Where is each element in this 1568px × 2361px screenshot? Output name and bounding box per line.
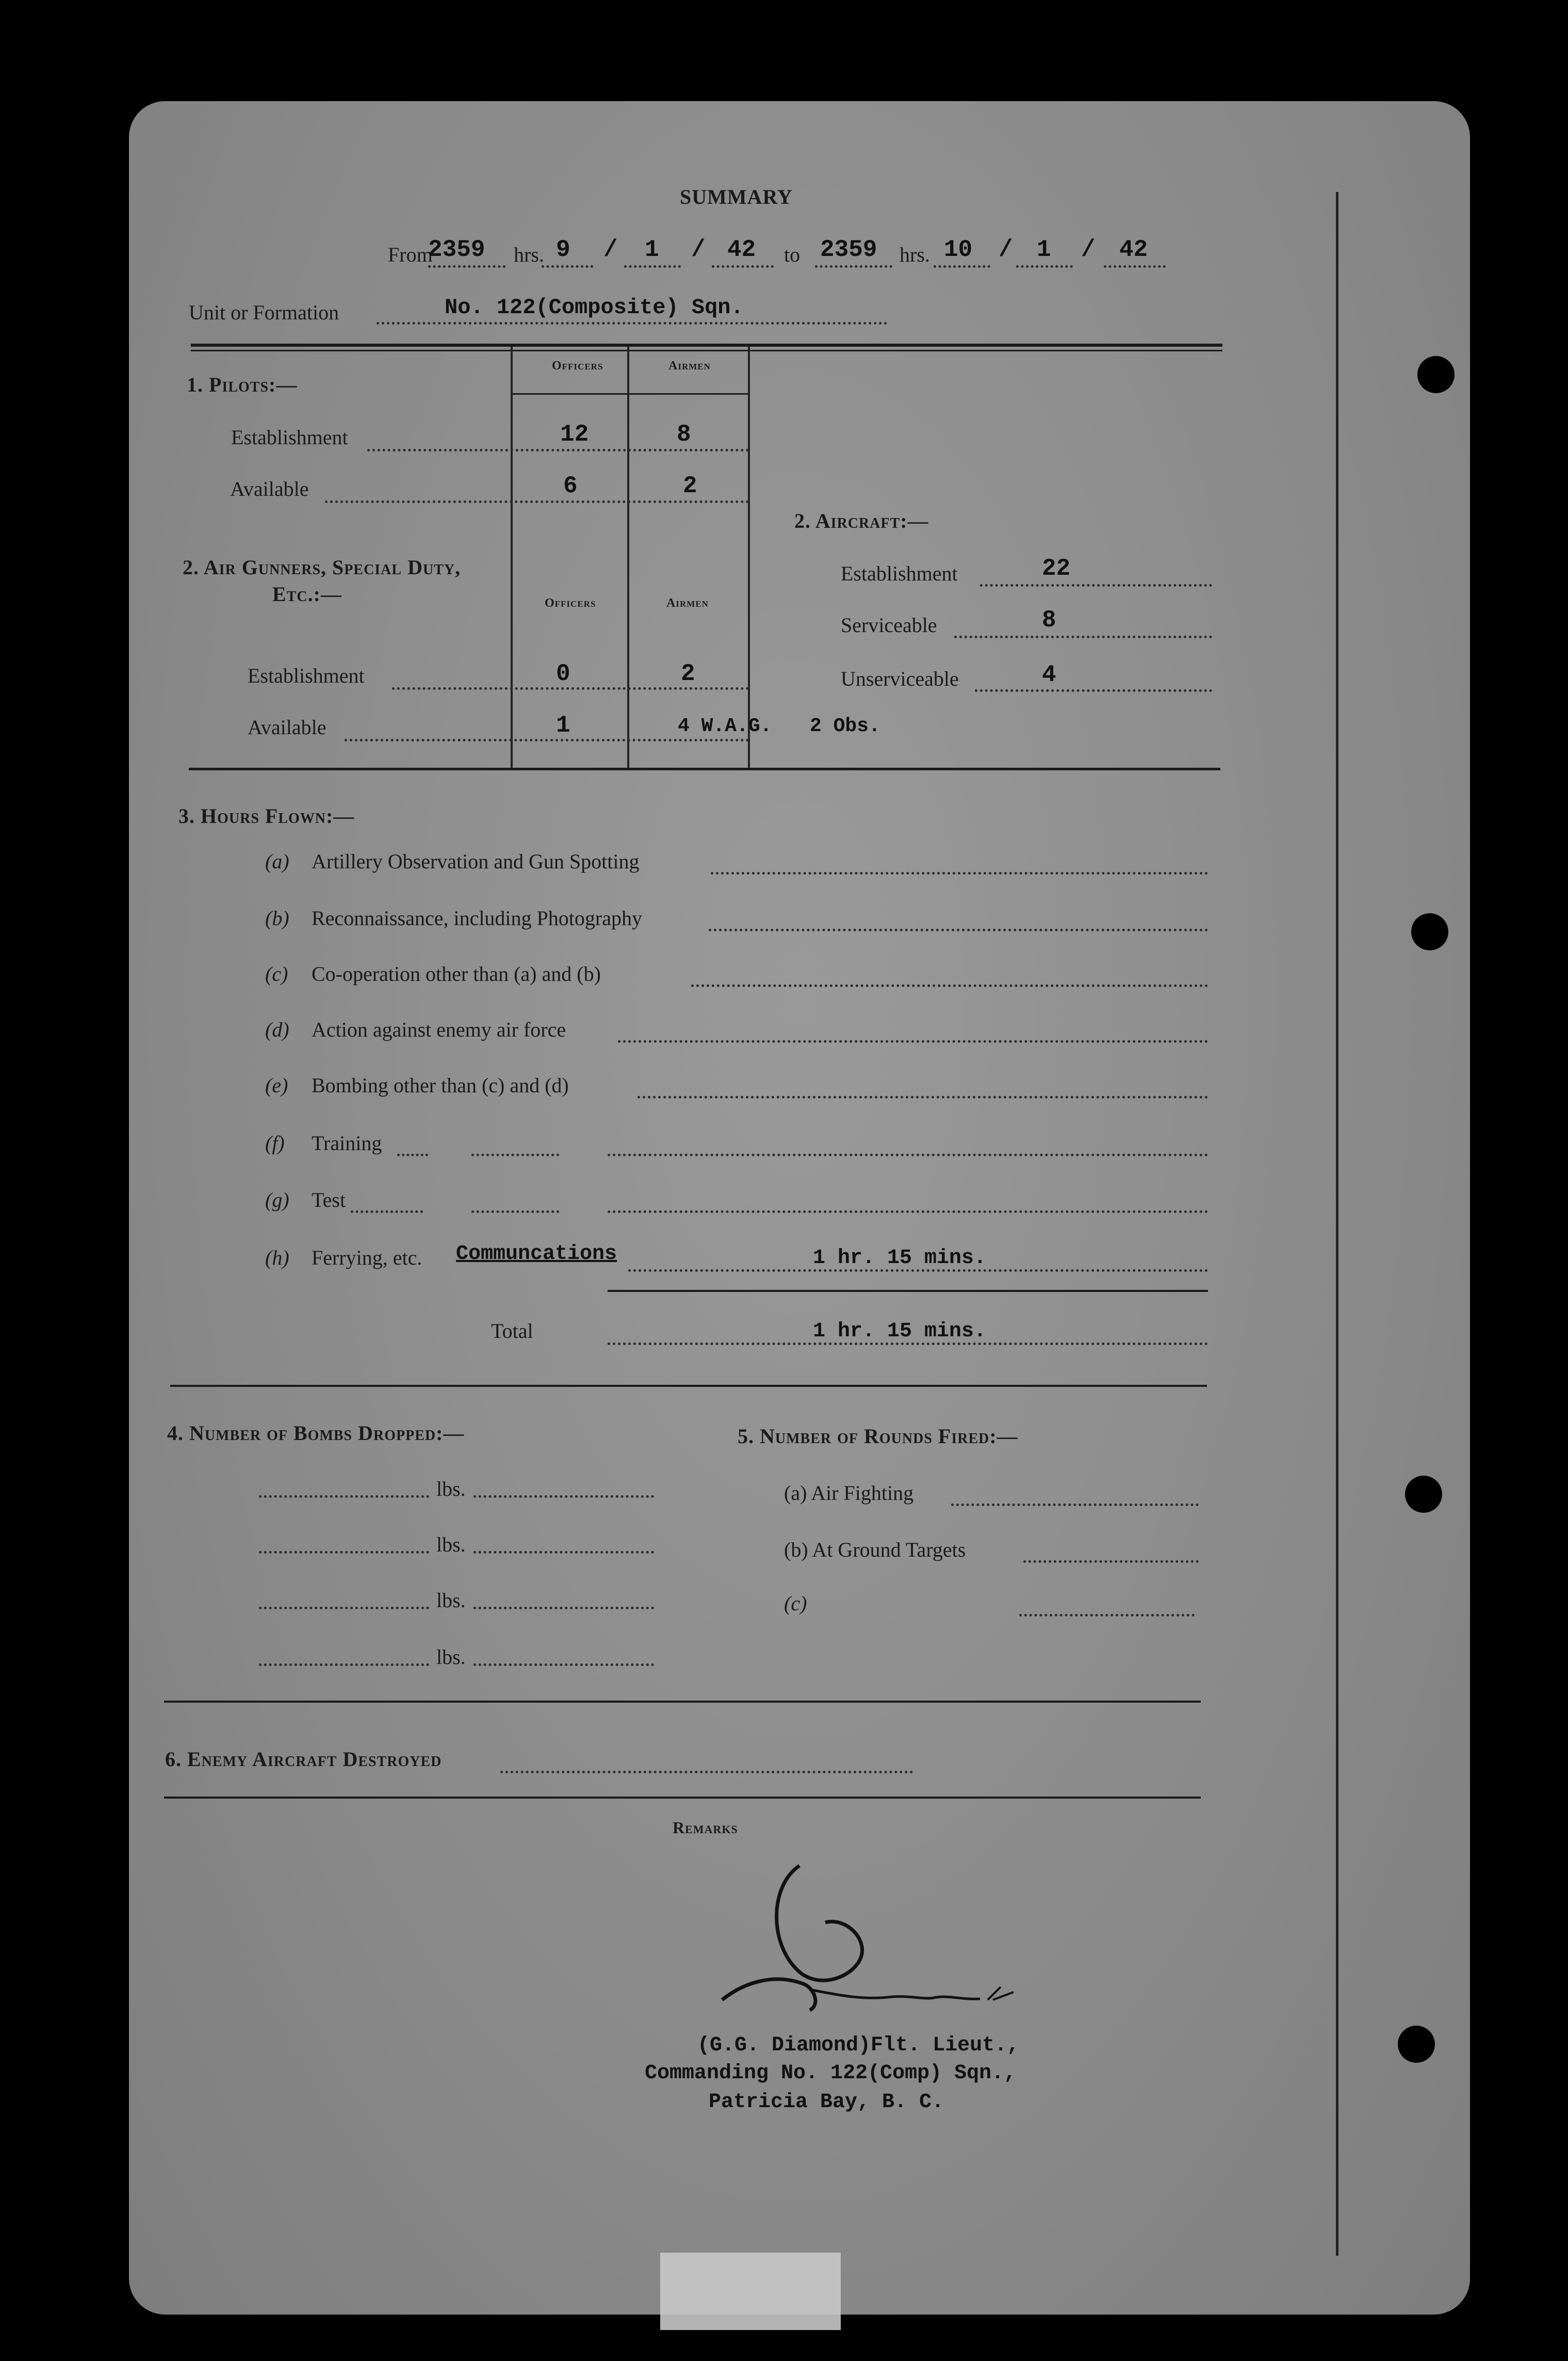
aircraft-serviceable-value: 8	[1042, 607, 1056, 634]
top-rule	[191, 344, 1222, 347]
from-year: 42	[727, 236, 756, 263]
to-slash-1: /	[999, 236, 1013, 263]
binder-hole-2	[1411, 913, 1448, 950]
rounds-air-fighting-line	[951, 1503, 1199, 1506]
rounds-ground-targets-line	[1023, 1560, 1199, 1563]
from-month-line	[624, 265, 681, 268]
hours-item-a-label: Artillery Observation and Gun Spotting	[312, 850, 640, 873]
hours-item-f-mark: (f)	[265, 1131, 285, 1155]
remarks-line-3: Patricia Bay, B. C.	[709, 2091, 944, 2114]
binder-hole-1	[1417, 356, 1455, 393]
aircraft-serviceable-line	[954, 636, 1212, 638]
to-time: 2359	[820, 236, 877, 263]
bombs-unit-2: lbs.	[436, 1533, 466, 1556]
to-year-line	[1104, 265, 1166, 268]
to-day-line	[934, 265, 990, 268]
enemy-heading: 6. Enemy Aircraft Destroyed	[165, 1748, 442, 1771]
to-slash-2: /	[1081, 236, 1096, 263]
unit-value: No. 122(Composite) Sqn.	[445, 295, 744, 320]
aircraft-establishment-line	[980, 584, 1212, 587]
gunners-establishment-airmen: 2	[681, 660, 695, 687]
from-day-line	[542, 265, 593, 268]
rule-after-section-2	[189, 768, 1220, 770]
from-year-line	[712, 265, 774, 268]
to-label: to	[784, 243, 801, 266]
signature	[691, 1845, 1021, 2062]
gunners-establishment-label: Establishment	[248, 664, 365, 687]
bombs-qty-line-1	[259, 1495, 429, 1498]
hours-heading: 3. Hours Flown:—	[178, 804, 355, 828]
bombs-qty-line-4	[259, 1663, 429, 1666]
to-time-line	[815, 265, 892, 268]
gunners-establishment-officers: 0	[556, 660, 570, 687]
hours-item-g-mark: (g)	[265, 1188, 289, 1211]
pilots-establishment-officers: 12	[560, 421, 589, 448]
gunners-heading-line1: 2. Air Gunners, Special Duty,	[183, 556, 461, 579]
bombs-weight-line-4	[473, 1663, 654, 1666]
unit-label: Unit or Formation	[189, 301, 339, 324]
pilots-establishment-airmen: 8	[677, 421, 691, 448]
pilots-available-line	[325, 500, 749, 503]
pilots-available-label: Available	[230, 477, 309, 500]
bombs-unit-3: lbs.	[436, 1589, 466, 1612]
unit-line	[377, 322, 887, 325]
aircraft-establishment-value: 22	[1042, 555, 1071, 582]
bombs-weight-line-2	[473, 1551, 654, 1554]
hours-item-a-line	[711, 872, 1208, 875]
to-hrs-label: hrs.	[900, 243, 930, 266]
bombs-weight-line-3	[473, 1607, 654, 1609]
hours-item-d-label: Action against enemy air force	[312, 1018, 566, 1041]
aircraft-unserviceable-line	[975, 689, 1212, 692]
pilots-available-officers: 6	[563, 473, 578, 499]
summary-form-page	[129, 101, 1470, 2315]
bombs-qty-line-3	[259, 1607, 429, 1609]
hours-item-f-label: Training	[312, 1131, 382, 1155]
rounds-other: (c)	[784, 1592, 807, 1615]
rounds-air-fighting: (a) Air Fighting	[784, 1481, 914, 1505]
rule-after-section-3	[170, 1385, 1207, 1387]
remarks-line-1: (G.G. Diamond)Flt. Lieut.,	[697, 2034, 1020, 2057]
table-line-right	[748, 347, 750, 769]
binder-hole-3	[1405, 1476, 1442, 1513]
hours-item-e-line	[638, 1096, 1208, 1098]
bombs-qty-line-2	[259, 1551, 429, 1554]
remarks-heading: Remarks	[673, 1818, 738, 1837]
bombs-weight-line-1	[473, 1495, 654, 1498]
gunners-col-officers: Officers	[545, 596, 596, 610]
hours-item-g-line-2	[471, 1210, 559, 1213]
from-slash-1: /	[603, 236, 618, 263]
hours-item-d-mark: (d)	[265, 1018, 289, 1041]
hours-item-e-mark: (e)	[265, 1074, 288, 1097]
gunners-col-airmen: Airmen	[666, 596, 709, 610]
to-month-line	[1016, 265, 1073, 268]
enemy-line	[500, 1771, 913, 1773]
hours-item-g-label: Test	[312, 1188, 346, 1211]
hours-item-g-line-3	[608, 1210, 1208, 1213]
hours-total-time: 1 hr. 15 mins.	[813, 1320, 987, 1343]
pilots-establishment-label: Establishment	[231, 426, 348, 449]
aircraft-unserviceable-label: Unserviceable	[841, 667, 959, 690]
pilots-establishment-line	[367, 449, 749, 451]
gunners-available-airmen: 4 W.A.G.	[678, 715, 772, 737]
hours-item-g-line-1	[351, 1210, 423, 1213]
hours-item-c-label: Co-operation other than (a) and (b)	[312, 962, 601, 985]
aircraft-heading: 2. Aircraft:—	[794, 509, 929, 532]
remarks-line-2: Commanding No. 122(Comp) Sqn.,	[645, 2062, 1017, 2085]
pilots-heading: 1. Pilots:—	[187, 373, 298, 396]
bombs-unit-1: lbs.	[436, 1477, 466, 1500]
from-time-line	[428, 265, 505, 268]
bombs-unit-4: lbs.	[436, 1645, 466, 1669]
hours-item-h-label: Ferrying, etc.	[312, 1246, 422, 1269]
form-title: SUMMARY	[680, 185, 793, 208]
hours-item-b-label: Reconnaissance, including Photography	[312, 907, 642, 930]
hours-item-f-line-2	[471, 1154, 559, 1156]
to-day: 10	[944, 236, 973, 263]
top-rule-thin	[191, 350, 1222, 351]
from-hrs-label: hrs.	[514, 243, 544, 266]
hours-item-c-mark: (c)	[265, 962, 288, 985]
pilots-col-officers: Officers	[552, 359, 603, 373]
to-year: 42	[1119, 236, 1148, 263]
from-time: 2359	[428, 236, 485, 263]
gunners-heading-line2: Etc.:—	[272, 583, 342, 606]
aircraft-unserviceable-value: 4	[1042, 661, 1056, 688]
to-month: 1	[1037, 236, 1051, 263]
binder-hole-4	[1398, 2026, 1435, 2063]
hours-item-f-line-3	[608, 1154, 1208, 1156]
from-label: From	[388, 243, 433, 266]
rule-after-section-5	[164, 1701, 1201, 1703]
hours-item-c-line	[691, 984, 1208, 987]
hours-item-h-line	[628, 1269, 1208, 1272]
pilots-available-airmen: 2	[683, 473, 697, 499]
from-day: 9	[556, 236, 570, 263]
aircraft-establishment-label: Establishment	[841, 562, 958, 585]
from-slash-2: /	[691, 236, 706, 263]
hours-total-rule	[608, 1290, 1208, 1292]
bombs-heading: 4. Number of Bombs Dropped:—	[167, 1421, 465, 1445]
right-margin-line	[1336, 192, 1338, 2256]
gunners-available-label: Available	[248, 716, 326, 739]
aircraft-serviceable-label: Serviceable	[841, 613, 937, 637]
hours-item-b-line	[709, 929, 1208, 931]
rounds-heading: 5. Number of Rounds Fired:—	[738, 1425, 1018, 1448]
table-header-rule	[511, 393, 750, 395]
hours-item-f-line-1	[397, 1154, 428, 1156]
rule-after-section-6	[164, 1797, 1201, 1799]
gunners-available-line	[345, 739, 749, 741]
hours-item-h-mark: (h)	[265, 1246, 289, 1269]
pilots-col-airmen: Airmen	[668, 359, 711, 373]
hours-ferrying-time: 1 hr. 15 mins.	[813, 1247, 987, 1270]
hours-item-b-mark: (b)	[265, 907, 289, 930]
hours-item-a-mark: (a)	[265, 850, 289, 873]
gunners-establishment-line	[392, 687, 749, 690]
table-line-mid	[627, 347, 629, 769]
gunners-available-note: 2 Obs.	[810, 715, 880, 737]
gunners-available-officers: 1	[556, 712, 570, 739]
tape-patch	[660, 2253, 841, 2330]
hours-item-e-label: Bombing other than (c) and (d)	[312, 1074, 569, 1097]
hours-total-label: Total	[491, 1319, 533, 1343]
hours-item-d-line	[618, 1040, 1208, 1043]
table-line-left	[511, 347, 513, 769]
rounds-ground-targets: (b) At Ground Targets	[784, 1538, 966, 1561]
from-month: 1	[645, 236, 659, 263]
hours-ferrying-type: Communcations	[456, 1242, 617, 1266]
rounds-other-line	[1019, 1614, 1195, 1616]
hours-total-line	[608, 1343, 1208, 1345]
